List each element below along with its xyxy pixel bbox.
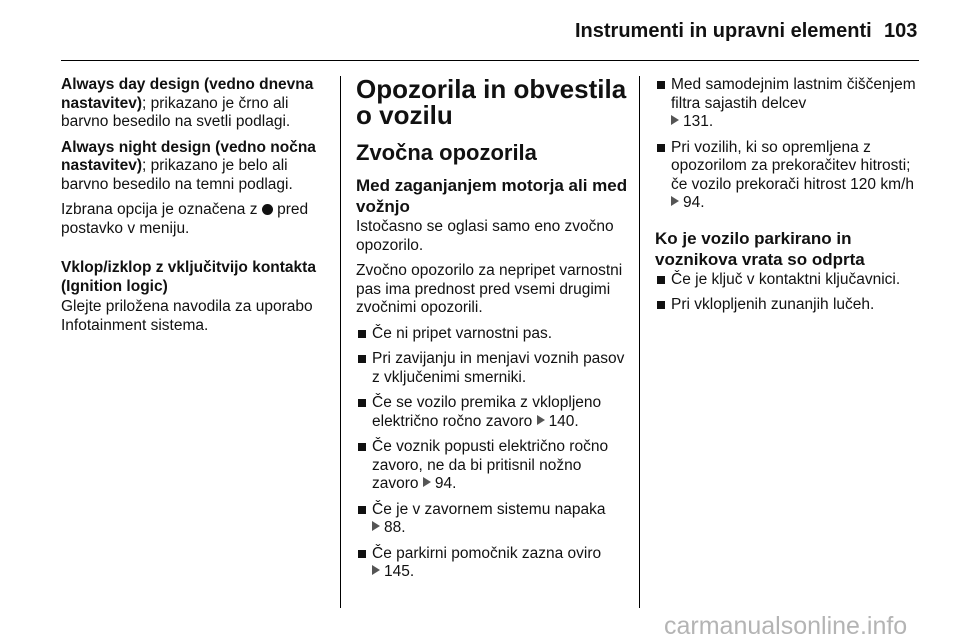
page-reference[interactable]: 140. (548, 412, 579, 430)
heading-parked-door-open: Ko je vozilo parkirano in voznikova vrata so odprta (655, 228, 865, 269)
bullet-item: Če je v zavornem sistemu napaka 88. (356, 501, 628, 538)
page-reference-arrow-icon (671, 196, 679, 206)
bullet-item: Če voznik popusti električno ročno zavoro, ne da bi pritisnil nožno zavoro 94. (356, 438, 628, 494)
column-divider-2 (639, 76, 640, 608)
page-reference[interactable]: 94. (683, 194, 705, 211)
text-night-design: ; prikazano je belo ali barvno besedilo na temni podlagi. (61, 157, 293, 193)
paragraph-day-design (61, 76, 331, 132)
term-day-design: Always day design (vedno dnevna nastavitev) (61, 76, 314, 112)
header-title: Instrumenti in upravni elementi (575, 20, 872, 42)
page-number: 103 (884, 20, 918, 42)
page-reference-arrow-icon (537, 415, 545, 425)
bullet-item: Pri vklopljenih zunanjih lučeh. (655, 296, 931, 315)
column-1 (61, 76, 331, 342)
page-reference[interactable]: 131. (683, 113, 714, 130)
page-reference[interactable]: 145. (384, 563, 415, 580)
column-2 (356, 76, 628, 589)
heading-engine-driving: Med zaganjanjem motorja ali med vožnjo (356, 176, 628, 216)
section-subtitle: Zvočna opozorila (356, 140, 537, 165)
page-reference-arrow-icon (372, 521, 380, 531)
paragraph-infotainment: Glejte priložena navodila za uporabo Infotainment sistema. (61, 298, 313, 334)
text-day-design: ; prikazano je črno ali barvno besedilo na svetli podlagi. (61, 94, 291, 130)
paragraph-one-warning: Istočasno se oglasi samo eno zvočno opozorilo. (356, 218, 614, 254)
watermark: carmanualsonline.info (664, 612, 908, 640)
text-selected-after: pred postavko v meniju. (61, 201, 309, 237)
bullet-item: Če ni pripet varnostni pas. (356, 325, 628, 344)
selected-dot-icon (262, 204, 273, 215)
heading-ignition-logic: Vklop/izklop z vključitvijo kontakta (Ignition logic) (61, 259, 316, 295)
bullet-item: Pri vozilih, ki so opremljena z opozorilom za prekoračitev hitrosti; če vozilo prekorači hitrost 120 km/h 94. (655, 139, 931, 213)
bullet-item: Med samodejnim lastnim čiščenjem filtra sajastih delcev 131. (655, 76, 931, 132)
bullet-item: Če je ključ v kontaktni ključavnici. (655, 271, 931, 290)
text-selected-before: Izbrana opcija je označena z (61, 201, 258, 218)
term-night-design: Always night design (vedno nočna nastavitev) (61, 138, 316, 174)
page-reference-arrow-icon (423, 477, 431, 487)
bullet-item: Pri zavijanju in menjavi voznih pasov z vključenimi smerniki. (356, 350, 628, 387)
column-3 (655, 76, 931, 322)
section-title: Opozorila in obvestila o vozilu (356, 74, 627, 130)
bullet-item: Če se vozilo premika z vklopljeno električno ročno zavoro 140. (356, 394, 628, 431)
page-reference-arrow-icon (671, 115, 679, 125)
page-reference[interactable]: 94. (434, 475, 457, 492)
page-reference[interactable]: 88. (384, 519, 406, 536)
column-divider-1 (340, 76, 341, 608)
paragraph-seatbelt-priority: Zvočno opozorilo za nepripet varnostni pas ima prednost pred vsemi drugimi zvočnimi opozorili. (356, 262, 623, 316)
paragraph-night-design (61, 139, 331, 195)
bullet-item: Če parkirni pomočnik zazna oviro 145. (356, 545, 628, 582)
paragraph-selected-option (61, 201, 331, 238)
header-divider (61, 60, 919, 61)
page-reference-arrow-icon (372, 565, 380, 575)
